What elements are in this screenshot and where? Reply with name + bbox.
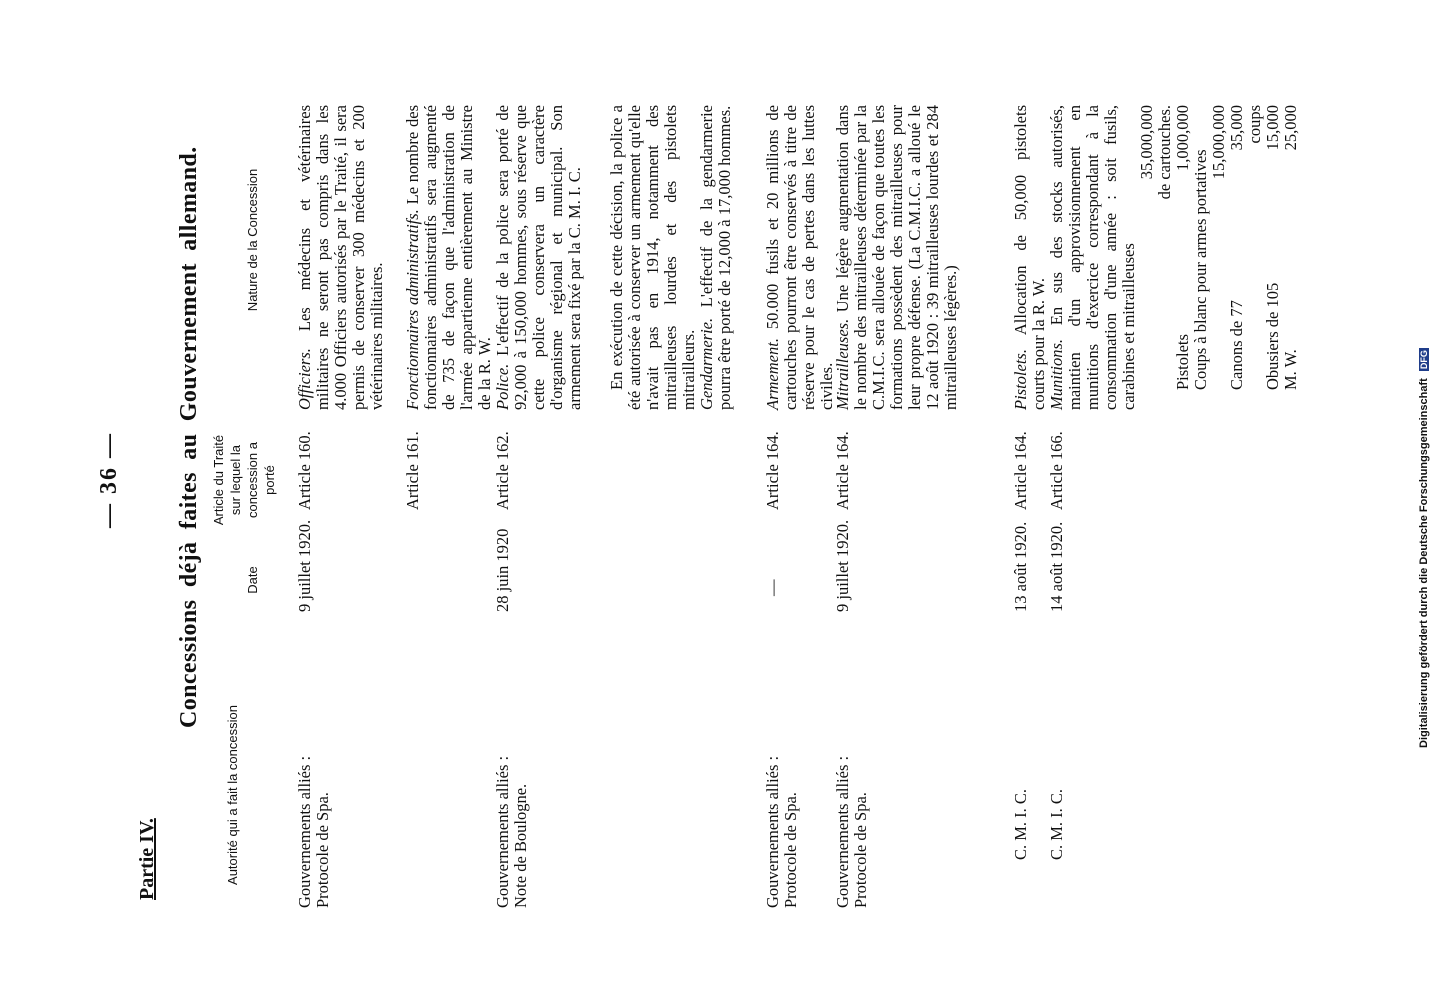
row-4-nature	[764, 105, 836, 410]
row-4-article: Article 164.	[763, 431, 782, 510]
row-4-text: 50.000 fusils et 20 millions de cartouches pourront être conservés à titre de réserve pour le cas de pertes dans les luttes civiles.	[763, 105, 836, 410]
row-1-nature	[296, 105, 386, 410]
row-6-label: Pistolets.	[1011, 349, 1030, 410]
pistolets-line	[1174, 105, 1192, 410]
canons-label: Canons de 77	[1227, 300, 1246, 390]
row-2-nature	[404, 105, 494, 410]
row-2-text: Le nombre des fonctionnaires administratifs sera augmenté de 735 de façon que l'administration de l'armée appartienne entièrement au Ministre de la R. W.	[403, 105, 494, 410]
coups-label: Coups à blanc pour armes portatives	[1191, 149, 1210, 390]
digitization-credit	[1418, 348, 1430, 748]
row-7-article: Article 166.	[1047, 431, 1066, 510]
part-heading: Partie IV.	[136, 818, 158, 900]
row-5-text: Une légère augmentation dans le nombre des mitrailleuses déterminée par la C.M.I.C. sera allouée de façon que toutes les formations possèdent des mitrailleuses pour leur propre défense. (La C.M.I.C. a alloué le 12 août 1920 : 39 mitrailleuses lourdes et 284 mitrailleuses légères.)	[833, 104, 960, 410]
canons-value: 35,000	[1227, 105, 1246, 151]
fusils-value: 35,000,000	[1137, 105, 1156, 180]
coups-value: 15,000,000	[1209, 105, 1228, 180]
header-article: Article du Traité sur lequel la concession a porté	[211, 434, 277, 526]
dfg-logo: DFG	[1419, 350, 1429, 370]
row-1-date: 9 juillet 1920.	[295, 519, 314, 612]
pistolets-label: Pistolets	[1173, 334, 1192, 390]
row-7-nature	[1048, 105, 1300, 410]
row-7-date: 14 août 1920.	[1047, 521, 1066, 612]
row-6-nature	[1012, 105, 1048, 410]
row-7-text: En sus des stocks autorisés, maintien d'un approvisionnement en munitions d'exercice correspondant à la consommation d'une année : soit fusils, carabines et mitrailleuses	[1047, 105, 1138, 410]
header-autorite: Autorité qui a fait la concession	[225, 705, 240, 885]
row-7-autorite: C. M. I. C.	[1047, 788, 1066, 860]
row-4-label: Armement.	[763, 338, 782, 410]
row-7-label: Munitions.	[1047, 338, 1066, 410]
row-1-label: Officiers.	[295, 348, 314, 410]
canons-line	[1228, 105, 1246, 410]
row-1-autorite: Gouvernements alliés : Protocole de Spa.	[295, 755, 332, 908]
row-3-nature	[494, 105, 734, 410]
header-nature: Nature de la Concession	[245, 168, 260, 312]
row-5-nature	[834, 105, 960, 410]
mw-value: 25,000	[1281, 105, 1300, 151]
row-5-article: Article 164.	[833, 431, 852, 510]
row-3-label-3: Gendarmerie.	[697, 317, 716, 410]
row-6-article: Article 164.	[1011, 431, 1030, 510]
row-1-text: Les médecins et vétérinaires militaires ne seront pas compris dans les 4.000 Officiers autorisés par le Traité, il sera permis de conserver 300 médecins et 200 vétérinaires militaires.	[295, 105, 386, 410]
row-6-autorite: C. M. I. C.	[1011, 788, 1030, 860]
row-3-date: 28 juin 1920	[493, 528, 512, 612]
row-6-date: 13 août 1920.	[1011, 521, 1030, 612]
obusiers-line	[1264, 105, 1282, 410]
row-5-autorite: Gouvernements alliés : Protocole de Spa.	[833, 755, 870, 908]
obusiers-label: Obusiers de 105	[1263, 282, 1282, 390]
row-4-date: —	[763, 579, 782, 596]
document-title: Concessions déjà faites au Gouvernement allemand.	[176, 146, 202, 728]
digitization-credit-text: Digitalisierung gefördert durch die Deutsche Forschungsgemeinschaft	[1418, 378, 1430, 748]
mw-line	[1282, 105, 1300, 410]
row-3-text-3: L'effectif de la gendarmerie pourra être porté de 12,000 à 17,000 hommes.	[697, 104, 734, 410]
header-date: Date	[245, 566, 260, 594]
row-6-text: Allocation de 50,000 pistolets courts pour la R. W.	[1011, 105, 1048, 410]
row-5-label: Mitrailleuses.	[833, 318, 852, 410]
pistolets-value: 1,000,000	[1173, 105, 1192, 171]
row-1-article: Article 160.	[295, 431, 314, 510]
row-3-text-2: En exécution de cette décision, la police a été autorisée à conserver un armement qu'elle n'avait pas en 1914, notamment des mitrailleuses lourdes et des pistolets mitrailleurs.	[607, 105, 698, 410]
row-3-label: Police.	[493, 363, 512, 410]
row-4-autorite: Gouvernements alliés : Protocole de Spa.	[763, 755, 800, 908]
row-2-article: Article 161.	[403, 431, 422, 510]
fusils-unit: de cartouches.	[1155, 105, 1174, 200]
page-number: — 36 —	[96, 432, 122, 528]
row-3-article: Article 162.	[493, 431, 512, 510]
row-2-label: Fonctionnaires administratifs.	[403, 209, 422, 410]
canons-unit: coups	[1245, 105, 1264, 144]
row-5-date: 9 juillet 1920.	[833, 519, 852, 612]
row-3-text: L'effectif de la police sera porté de 92,000 à 150,000 hommes, sous réserve que cette police conservera un caractère d'organisme régional et municipal. Son armement sera fixé par la C. M. I. C.	[493, 104, 584, 410]
obusiers-value: 15,000	[1263, 105, 1282, 151]
mw-label: M. W.	[1281, 349, 1300, 390]
row-3-autorite: Gouvernements alliés : Note de Boulogne.	[493, 755, 530, 908]
